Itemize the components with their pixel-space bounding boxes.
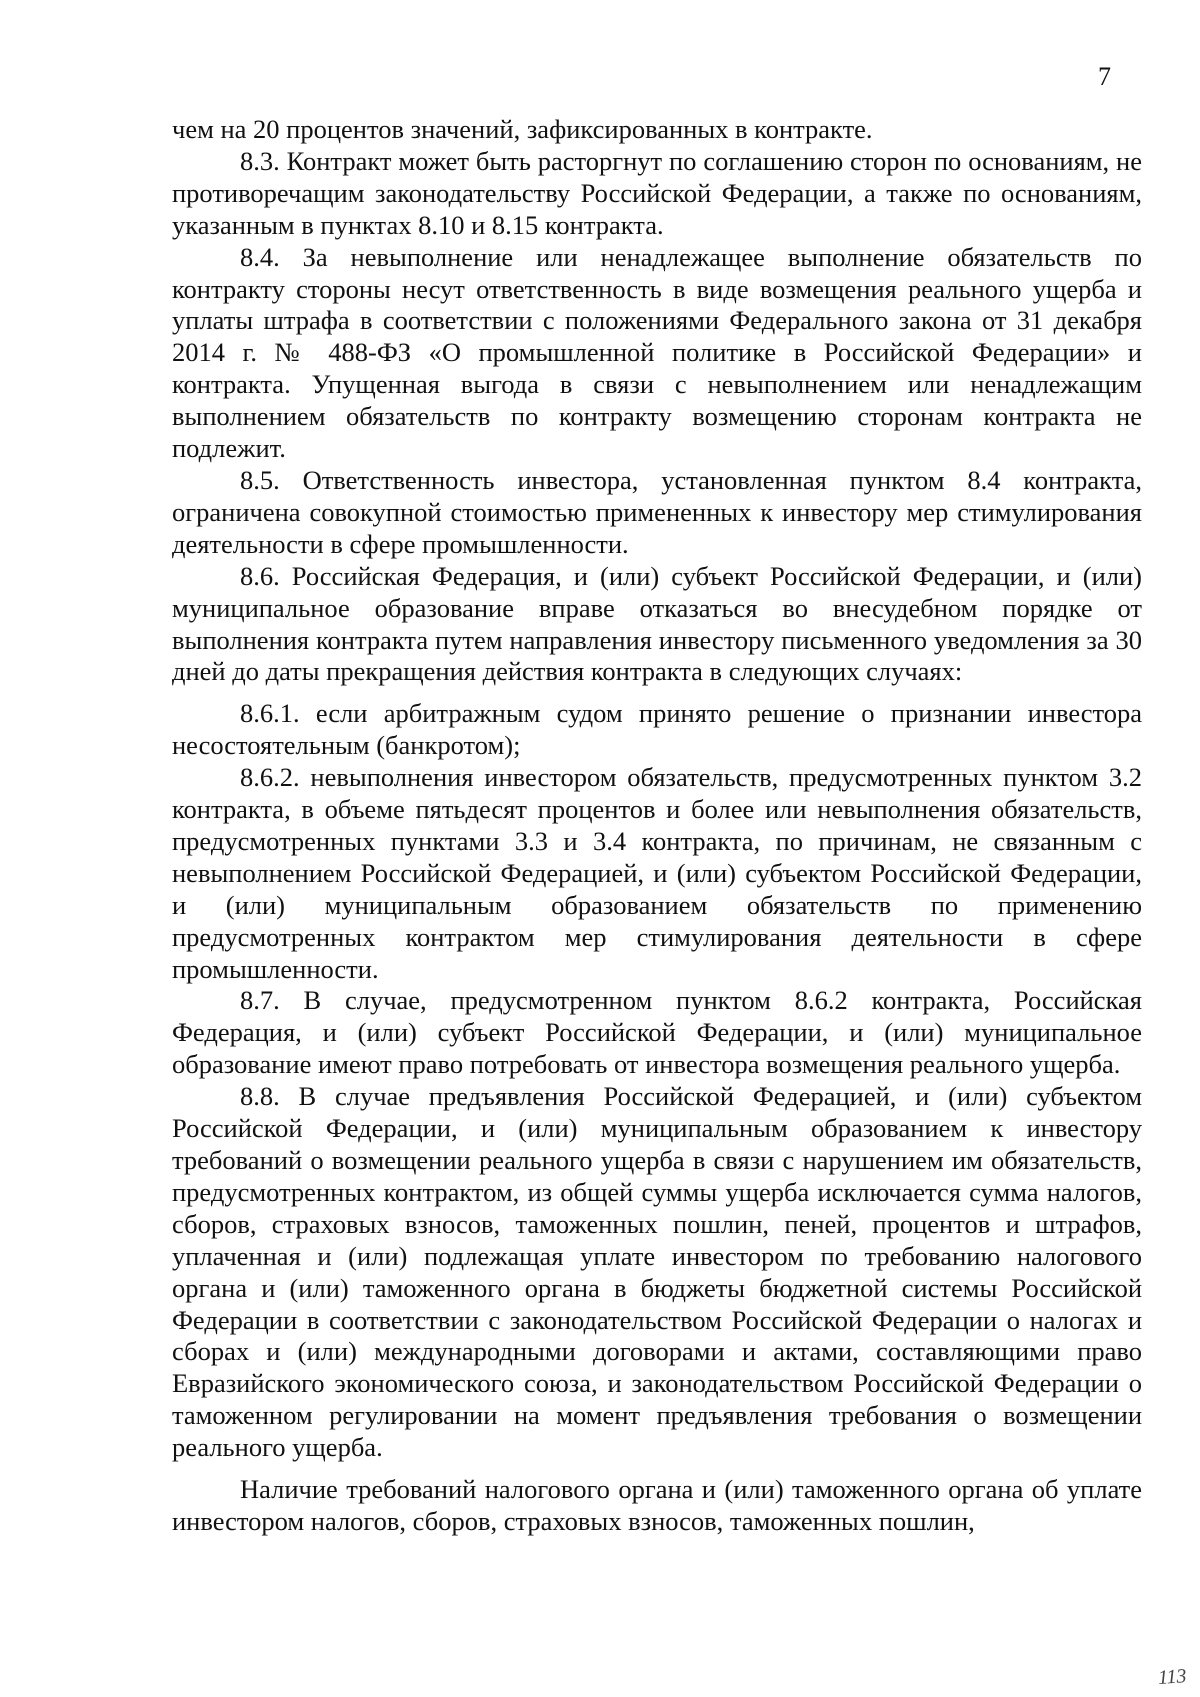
paragraph-8-8-addendum: Наличие требований налогового органа и (или) таможенного органа об уплате инвестором налогов, сборов, страховых взносов, таможенных пошлин, (172, 1474, 1142, 1536)
paragraph-8-7: 8.7. В случае, предусмотренном пунктом 8.6.2 контракта, Российская Федерация, и (или) субъект Российской Федерации, и (или) муниципальное образование имеют право потребовать от инвестора возмещения реального ущерба. (172, 985, 1142, 1080)
paragraph-8-3: 8.3. Контракт может быть расторгнут по соглашению сторон по основаниям, не противоречащим законодательству Российской Федерации, а также по основаниям, указанным в пунктах 8.10 и 8.15 контракта. (172, 145, 1142, 240)
paragraph-8-6-1: 8.6.1. если арбитражным судом принято решение о признании инвестора несостоятельным (банкротом); (172, 698, 1142, 761)
page-number: 7 (1098, 62, 1111, 91)
handwritten-page-mark: 113 (1157, 1665, 1188, 1689)
paragraph-8-4: 8.4. За невыполнение или ненадлежащее выполнение обязательств по контракту стороны несут ответственность в виде возмещения реального ущерба и уплаты штрафа в соответствии с положениями Федерального закона от 31 декабря 2014 г. № 488-ФЗ «О промышленной политике в Российской Федерации» и контракта. Упущенная выгода в связи с невыполнением или ненадлежащим выполнением обязательств по контракту возмещению сторонам контракта не подлежит. (172, 241, 1142, 464)
paragraph-8-5: 8.5. Ответственность инвестора, установленная пунктом 8.4 контракта, ограничена совокупной стоимостью примененных к инвестору мер стимулирования деятельности в сфере промышленности. (172, 464, 1142, 559)
paragraph-8-6: 8.6. Российская Федерация, и (или) субъект Российской Федерации, и (или) муниципальное образование вправе отказаться во внесудебном порядке от выполнения контракта путем направления инвестору письменного уведомления за 30 дней до даты прекращения действия контракта в следующих случаях: (172, 560, 1142, 687)
paragraph-8-8: 8.8. В случае предъявления Российской Федерацией, и (или) субъектом Российской Федерации, и (или) муниципальным образованием к инвестору требований о возмещении реального ущерба в связи с нарушением им обязательств, предусмотренных контрактом, из общей суммы ущерба исключается сумма налогов, сборов, страховых взносов, таможенных пошлин, пеней, процентов и штрафов, уплаченная и (или) подлежащая уплате инвестором по требованию налогового органа и (или) таможенного органа в бюджеты бюджетной системы Российской Федерации в соответствии с законодательством Российской Федерации о налогах и сборах и (или) международными договорами и актами, составляющими право Евразийского экономического союза, и законодательством Российской Федерации о таможенном регулировании на момент предъявления требования о возмещении реального ущерба. (172, 1081, 1142, 1463)
paragraph-8-6-2: 8.6.2. невыполнения инвестором обязательств, предусмотренных пунктом 3.2 контракта, в объеме пятьдесят процентов и более или невыполнения обязательств, предусмотренных пунктами 3.3 и 3.4 контракта, по причинам, не связанным с невыполнением Российской Федерацией, и (или) субъектом Российской Федерации, и (или) муниципальным образованием обязательств по применению предусмотренных контрактом мер стимулирования деятельности в сфере промышленности. (172, 762, 1142, 984)
document-body (172, 114, 1142, 1538)
paragraph-8-2-continuation: чем на 20 процентов значений, зафиксированных в контракте. (172, 114, 873, 144)
